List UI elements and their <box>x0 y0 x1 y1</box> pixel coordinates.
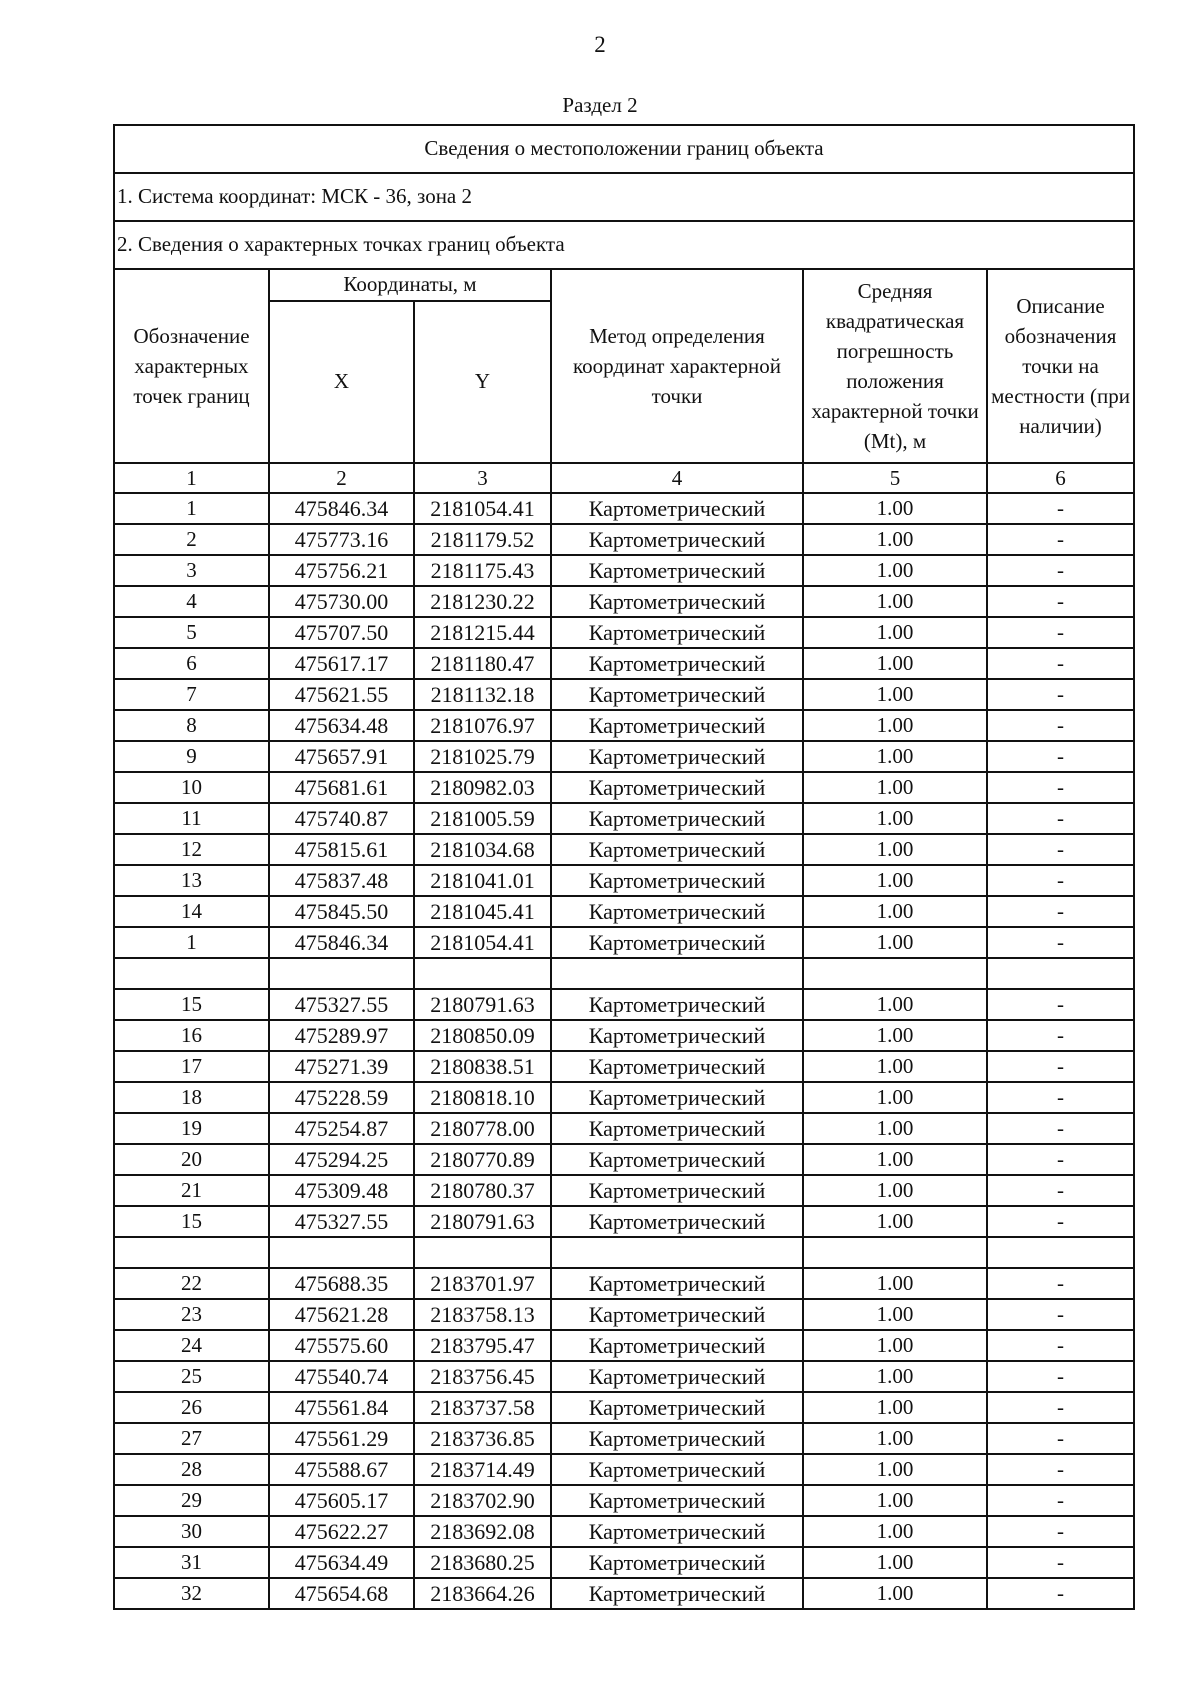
y-coordinate-cell: 2180770.89 <box>414 1144 551 1175</box>
method-cell: Картометрический <box>551 803 803 834</box>
accuracy-cell: 1.00 <box>803 524 987 555</box>
y-coordinate-cell: 2181076.97 <box>414 710 551 741</box>
table-row <box>114 896 1134 927</box>
y-coordinate-cell: 2180780.37 <box>414 1175 551 1206</box>
empty-cell <box>269 958 414 989</box>
description-cell: - <box>987 1051 1134 1082</box>
table-row <box>114 1361 1134 1392</box>
description-cell: - <box>987 1113 1134 1144</box>
x-coordinate-cell: 475756.21 <box>269 555 414 586</box>
description-cell: - <box>987 1578 1134 1609</box>
coordinate-system: 1. Система координат: МСК - 36, зона 2 <box>114 173 1134 221</box>
description-cell: - <box>987 679 1134 710</box>
header-accuracy: Средняя квадратическая погрешность положения характерной точки (Mt), м <box>803 269 987 463</box>
x-coordinate-cell: 475254.87 <box>269 1113 414 1144</box>
column-number: 5 <box>803 463 987 493</box>
accuracy-cell: 1.00 <box>803 834 987 865</box>
method-cell: Картометрический <box>551 1578 803 1609</box>
description-cell: - <box>987 1361 1134 1392</box>
y-coordinate-cell: 2183756.45 <box>414 1361 551 1392</box>
x-coordinate-cell: 475688.35 <box>269 1268 414 1299</box>
accuracy-cell: 1.00 <box>803 1330 987 1361</box>
y-coordinate-cell: 2183680.25 <box>414 1547 551 1578</box>
y-coordinate-cell: 2183758.13 <box>414 1299 551 1330</box>
page-number: 2 <box>594 32 606 57</box>
point-number-cell: 15 <box>114 1206 269 1237</box>
table-row <box>114 1268 1134 1299</box>
x-coordinate-cell: 475228.59 <box>269 1082 414 1113</box>
method-cell: Картометрический <box>551 1113 803 1144</box>
description-cell: - <box>987 617 1134 648</box>
x-coordinate-cell: 475657.91 <box>269 741 414 772</box>
column-number: 1 <box>114 463 269 493</box>
table-row <box>114 1392 1134 1423</box>
description-cell: - <box>987 1392 1134 1423</box>
points-heading: 2. Сведения о характерных точках границ объекта <box>114 221 1134 269</box>
description-cell: - <box>987 1175 1134 1206</box>
section-title: Раздел 2 <box>562 93 638 117</box>
accuracy-cell: 1.00 <box>803 1454 987 1485</box>
y-coordinate-cell: 2183692.08 <box>414 1516 551 1547</box>
table-row <box>114 1206 1134 1237</box>
point-number-cell: 24 <box>114 1330 269 1361</box>
accuracy-cell: 1.00 <box>803 1268 987 1299</box>
column-number: 2 <box>269 463 414 493</box>
empty-cell <box>414 958 551 989</box>
accuracy-cell: 1.00 <box>803 1020 987 1051</box>
table-row <box>114 648 1134 679</box>
accuracy-cell: 1.00 <box>803 1578 987 1609</box>
column-numbers-row <box>114 463 1134 493</box>
y-coordinate-cell: 2181054.41 <box>414 493 551 524</box>
accuracy-cell: 1.00 <box>803 1113 987 1144</box>
y-coordinate-cell: 2180838.51 <box>414 1051 551 1082</box>
table-row <box>114 803 1134 834</box>
header-x: X <box>269 301 414 463</box>
y-coordinate-cell: 2183664.26 <box>414 1578 551 1609</box>
description-cell: - <box>987 524 1134 555</box>
point-number-cell: 10 <box>114 772 269 803</box>
x-coordinate-cell: 475730.00 <box>269 586 414 617</box>
method-cell: Картометрический <box>551 1020 803 1051</box>
x-coordinate-cell: 475681.61 <box>269 772 414 803</box>
table-row <box>114 493 1134 524</box>
description-cell: - <box>987 1020 1134 1051</box>
y-coordinate-cell: 2183701.97 <box>414 1268 551 1299</box>
method-cell: Картометрический <box>551 741 803 772</box>
method-cell: Картометрический <box>551 1144 803 1175</box>
method-cell: Картометрический <box>551 1485 803 1516</box>
point-number-cell: 13 <box>114 865 269 896</box>
point-number-cell: 20 <box>114 1144 269 1175</box>
description-cell: - <box>987 1330 1134 1361</box>
empty-cell <box>269 1237 414 1268</box>
point-number-cell: 4 <box>114 586 269 617</box>
point-number-cell: 27 <box>114 1423 269 1454</box>
table-row <box>114 1547 1134 1578</box>
description-cell: - <box>987 865 1134 896</box>
point-number-cell: 28 <box>114 1454 269 1485</box>
accuracy-cell: 1.00 <box>803 1051 987 1082</box>
method-cell: Картометрический <box>551 617 803 648</box>
x-coordinate-cell: 475740.87 <box>269 803 414 834</box>
y-coordinate-cell: 2181025.79 <box>414 741 551 772</box>
x-coordinate-cell: 475634.49 <box>269 1547 414 1578</box>
y-coordinate-cell: 2183737.58 <box>414 1392 551 1423</box>
table-row <box>114 1051 1134 1082</box>
accuracy-cell: 1.00 <box>803 1547 987 1578</box>
method-cell: Картометрический <box>551 865 803 896</box>
description-cell: - <box>987 1082 1134 1113</box>
accuracy-cell: 1.00 <box>803 1423 987 1454</box>
table-row <box>114 617 1134 648</box>
method-cell: Картометрический <box>551 1454 803 1485</box>
x-coordinate-cell: 475605.17 <box>269 1485 414 1516</box>
point-number-cell: 12 <box>114 834 269 865</box>
y-coordinate-cell: 2180982.03 <box>414 772 551 803</box>
accuracy-cell: 1.00 <box>803 710 987 741</box>
accuracy-cell: 1.00 <box>803 989 987 1020</box>
accuracy-cell: 1.00 <box>803 586 987 617</box>
y-coordinate-cell: 2183714.49 <box>414 1454 551 1485</box>
method-cell: Картометрический <box>551 679 803 710</box>
x-coordinate-cell: 475837.48 <box>269 865 414 896</box>
accuracy-cell: 1.00 <box>803 617 987 648</box>
method-cell: Картометрический <box>551 648 803 679</box>
y-coordinate-cell: 2181180.47 <box>414 648 551 679</box>
x-coordinate-cell: 475271.39 <box>269 1051 414 1082</box>
x-coordinate-cell: 475294.25 <box>269 1144 414 1175</box>
point-number-cell: 1 <box>114 927 269 958</box>
method-cell: Картометрический <box>551 586 803 617</box>
point-number-cell: 17 <box>114 1051 269 1082</box>
method-cell: Картометрический <box>551 834 803 865</box>
y-coordinate-cell: 2181179.52 <box>414 524 551 555</box>
description-cell: - <box>987 493 1134 524</box>
method-cell: Картометрический <box>551 1330 803 1361</box>
table-row <box>114 1144 1134 1175</box>
y-coordinate-cell: 2180818.10 <box>414 1082 551 1113</box>
description-cell: - <box>987 1547 1134 1578</box>
accuracy-cell: 1.00 <box>803 772 987 803</box>
description-cell: - <box>987 989 1134 1020</box>
description-cell: - <box>987 1454 1134 1485</box>
header-y: Y <box>414 301 551 463</box>
y-coordinate-cell: 2181175.43 <box>414 555 551 586</box>
point-number-cell: 6 <box>114 648 269 679</box>
point-number-cell: 25 <box>114 1361 269 1392</box>
description-cell: - <box>987 710 1134 741</box>
x-coordinate-cell: 475327.55 <box>269 989 414 1020</box>
description-cell: - <box>987 896 1134 927</box>
table-row <box>114 1423 1134 1454</box>
method-cell: Картометрический <box>551 1423 803 1454</box>
method-cell: Картометрический <box>551 1361 803 1392</box>
y-coordinate-cell: 2181054.41 <box>414 927 551 958</box>
description-cell: - <box>987 1516 1134 1547</box>
point-number-cell: 22 <box>114 1268 269 1299</box>
point-number-cell: 2 <box>114 524 269 555</box>
x-coordinate-cell: 475621.28 <box>269 1299 414 1330</box>
method-cell: Картометрический <box>551 772 803 803</box>
point-number-cell: 30 <box>114 1516 269 1547</box>
method-cell: Картометрический <box>551 1392 803 1423</box>
table-row <box>114 586 1134 617</box>
method-cell: Картометрический <box>551 493 803 524</box>
y-coordinate-cell: 2181132.18 <box>414 679 551 710</box>
table-row <box>114 741 1134 772</box>
coordinate-system-row <box>114 173 1134 221</box>
accuracy-cell: 1.00 <box>803 803 987 834</box>
empty-cell <box>114 958 269 989</box>
point-number-cell: 26 <box>114 1392 269 1423</box>
accuracy-cell: 1.00 <box>803 1206 987 1237</box>
points-heading-row <box>114 221 1134 269</box>
x-coordinate-cell: 475327.55 <box>269 1206 414 1237</box>
method-cell: Картометрический <box>551 1082 803 1113</box>
empty-cell <box>987 1237 1134 1268</box>
y-coordinate-cell: 2181034.68 <box>414 834 551 865</box>
y-coordinate-cell: 2180791.63 <box>414 989 551 1020</box>
accuracy-cell: 1.00 <box>803 1361 987 1392</box>
method-cell: Картометрический <box>551 1299 803 1330</box>
x-coordinate-cell: 475561.29 <box>269 1423 414 1454</box>
point-number-cell: 1 <box>114 493 269 524</box>
description-cell: - <box>987 927 1134 958</box>
description-cell: - <box>987 648 1134 679</box>
boundary-points-table <box>113 124 1135 1610</box>
description-cell: - <box>987 1299 1134 1330</box>
table-row <box>114 524 1134 555</box>
method-cell: Картометрический <box>551 1051 803 1082</box>
x-coordinate-cell: 475588.67 <box>269 1454 414 1485</box>
accuracy-cell: 1.00 <box>803 927 987 958</box>
x-coordinate-cell: 475846.34 <box>269 927 414 958</box>
description-cell: - <box>987 1144 1134 1175</box>
method-cell: Картометрический <box>551 896 803 927</box>
accuracy-cell: 1.00 <box>803 1299 987 1330</box>
column-number: 3 <box>414 463 551 493</box>
point-number-cell: 19 <box>114 1113 269 1144</box>
accuracy-cell: 1.00 <box>803 1392 987 1423</box>
table-row <box>114 710 1134 741</box>
point-number-cell: 16 <box>114 1020 269 1051</box>
table-row <box>114 989 1134 1020</box>
y-coordinate-cell: 2180791.63 <box>414 1206 551 1237</box>
empty-cell <box>803 958 987 989</box>
header-description: Описание обозначения точки на местности (при наличии) <box>987 269 1134 463</box>
table-row <box>114 1330 1134 1361</box>
x-coordinate-cell: 475845.50 <box>269 896 414 927</box>
description-cell: - <box>987 741 1134 772</box>
header-point-designation: Обозначение характерных точек границ <box>114 269 269 463</box>
table-row <box>114 772 1134 803</box>
y-coordinate-cell: 2181005.59 <box>414 803 551 834</box>
point-number-cell: 15 <box>114 989 269 1020</box>
table-row <box>114 1454 1134 1485</box>
empty-cell <box>803 1237 987 1268</box>
point-number-cell: 3 <box>114 555 269 586</box>
table-row <box>114 679 1134 710</box>
accuracy-cell: 1.00 <box>803 1516 987 1547</box>
accuracy-cell: 1.00 <box>803 648 987 679</box>
y-coordinate-cell: 2181045.41 <box>414 896 551 927</box>
x-coordinate-cell: 475289.97 <box>269 1020 414 1051</box>
column-number: 6 <box>987 463 1134 493</box>
accuracy-cell: 1.00 <box>803 1485 987 1516</box>
y-coordinate-cell: 2181215.44 <box>414 617 551 648</box>
method-cell: Картометрический <box>551 1547 803 1578</box>
empty-cell <box>414 1237 551 1268</box>
point-number-cell: 23 <box>114 1299 269 1330</box>
x-coordinate-cell: 475621.55 <box>269 679 414 710</box>
x-coordinate-cell: 475846.34 <box>269 493 414 524</box>
y-coordinate-cell: 2181230.22 <box>414 586 551 617</box>
description-cell: - <box>987 772 1134 803</box>
point-number-cell: 9 <box>114 741 269 772</box>
empty-cell <box>551 958 803 989</box>
table-row <box>114 1578 1134 1609</box>
point-number-cell: 14 <box>114 896 269 927</box>
table-row <box>114 1299 1134 1330</box>
header-method: Метод определения координат характерной точки <box>551 269 803 463</box>
header-row-top <box>114 269 1134 301</box>
description-cell: - <box>987 1423 1134 1454</box>
table-row <box>114 1113 1134 1144</box>
y-coordinate-cell: 2181041.01 <box>414 865 551 896</box>
table-body <box>114 125 1134 1609</box>
x-coordinate-cell: 475815.61 <box>269 834 414 865</box>
method-cell: Картометрический <box>551 989 803 1020</box>
table-row <box>114 1082 1134 1113</box>
group-separator-row <box>114 958 1134 989</box>
y-coordinate-cell: 2183702.90 <box>414 1485 551 1516</box>
empty-cell <box>987 958 1134 989</box>
table-title-row <box>114 125 1134 173</box>
accuracy-cell: 1.00 <box>803 1175 987 1206</box>
accuracy-cell: 1.00 <box>803 741 987 772</box>
y-coordinate-cell: 2180850.09 <box>414 1020 551 1051</box>
description-cell: - <box>987 803 1134 834</box>
point-number-cell: 8 <box>114 710 269 741</box>
empty-cell <box>551 1237 803 1268</box>
accuracy-cell: 1.00 <box>803 493 987 524</box>
x-coordinate-cell: 475309.48 <box>269 1175 414 1206</box>
method-cell: Картометрический <box>551 524 803 555</box>
method-cell: Картометрический <box>551 1516 803 1547</box>
x-coordinate-cell: 475540.74 <box>269 1361 414 1392</box>
accuracy-cell: 1.00 <box>803 865 987 896</box>
x-coordinate-cell: 475707.50 <box>269 617 414 648</box>
accuracy-cell: 1.00 <box>803 555 987 586</box>
point-number-cell: 29 <box>114 1485 269 1516</box>
header-coordinates: Координаты, м <box>269 269 551 301</box>
point-number-cell: 18 <box>114 1082 269 1113</box>
method-cell: Картометрический <box>551 710 803 741</box>
point-number-cell: 5 <box>114 617 269 648</box>
table-row <box>114 555 1134 586</box>
description-cell: - <box>987 1485 1134 1516</box>
description-cell: - <box>987 586 1134 617</box>
accuracy-cell: 1.00 <box>803 1144 987 1175</box>
table-row <box>114 1485 1134 1516</box>
point-number-cell: 11 <box>114 803 269 834</box>
table-row <box>114 834 1134 865</box>
table-row <box>114 1020 1134 1051</box>
point-number-cell: 7 <box>114 679 269 710</box>
column-number: 4 <box>551 463 803 493</box>
accuracy-cell: 1.00 <box>803 896 987 927</box>
x-coordinate-cell: 475561.84 <box>269 1392 414 1423</box>
table-row <box>114 1516 1134 1547</box>
table-row <box>114 865 1134 896</box>
y-coordinate-cell: 2180778.00 <box>414 1113 551 1144</box>
point-number-cell: 31 <box>114 1547 269 1578</box>
description-cell: - <box>987 834 1134 865</box>
accuracy-cell: 1.00 <box>803 1082 987 1113</box>
x-coordinate-cell: 475575.60 <box>269 1330 414 1361</box>
method-cell: Картометрический <box>551 1206 803 1237</box>
y-coordinate-cell: 2183736.85 <box>414 1423 551 1454</box>
table-row <box>114 927 1134 958</box>
description-cell: - <box>987 555 1134 586</box>
x-coordinate-cell: 475634.48 <box>269 710 414 741</box>
x-coordinate-cell: 475773.16 <box>269 524 414 555</box>
point-number-cell: 32 <box>114 1578 269 1609</box>
point-number-cell: 21 <box>114 1175 269 1206</box>
y-coordinate-cell: 2183795.47 <box>414 1330 551 1361</box>
x-coordinate-cell: 475654.68 <box>269 1578 414 1609</box>
method-cell: Картометрический <box>551 927 803 958</box>
x-coordinate-cell: 475617.17 <box>269 648 414 679</box>
method-cell: Картометрический <box>551 1268 803 1299</box>
accuracy-cell: 1.00 <box>803 679 987 710</box>
x-coordinate-cell: 475622.27 <box>269 1516 414 1547</box>
empty-cell <box>114 1237 269 1268</box>
description-cell: - <box>987 1206 1134 1237</box>
table-row <box>114 1175 1134 1206</box>
method-cell: Картометрический <box>551 1175 803 1206</box>
group-separator-row <box>114 1237 1134 1268</box>
table-title: Сведения о местоположении границ объекта <box>114 125 1134 173</box>
description-cell: - <box>987 1268 1134 1299</box>
method-cell: Картометрический <box>551 555 803 586</box>
